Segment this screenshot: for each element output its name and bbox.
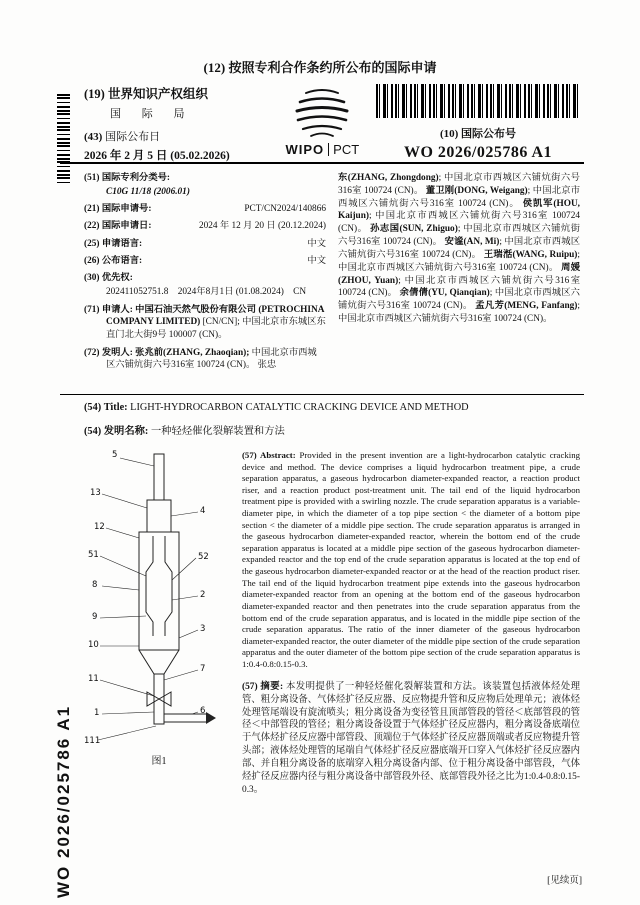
apparatus-drawing xyxy=(84,450,234,750)
pub-date-value: 2026 年 2 月 5 日 (05.02.2026) xyxy=(84,150,230,162)
figure-ref-number: 3 xyxy=(200,624,206,634)
continuation-note: [见续页] xyxy=(547,876,582,886)
figure-ref-number: 5 xyxy=(112,450,118,460)
vertical-publication-number: WO 2026/025786 A1 xyxy=(54,704,73,898)
field-ipc: (51) 国际专利分类号: C10G 11/18 (2006.01) xyxy=(84,172,326,199)
title-english: (54) Title: LIGHT-HYDROCARBON CATALYTIC CRACKING DEVICE AND METHOD xyxy=(84,402,469,413)
publication-barcode xyxy=(376,84,580,118)
figure-caption: 图1 xyxy=(151,756,167,767)
field-application-number: (21) 国际申请号: PCT/CN2024/140866 xyxy=(84,204,326,215)
figure-ref-number: 1 xyxy=(94,708,100,718)
applicant-address: [CN/CN]; 中国北京市东城区东直门北大街9号 100007 (CN)。 xyxy=(106,317,326,341)
body-section xyxy=(84,450,580,797)
figure-ref-number: 7 xyxy=(200,664,206,674)
filing-language: 中文 xyxy=(307,238,326,249)
header-divider xyxy=(60,162,584,164)
figure-ref-number: 10 xyxy=(88,640,99,650)
ipc-code: C10G 11/18 (2006.01) xyxy=(106,186,190,197)
inventors-continuation: 东(ZHANG, Zhongdong); 中国北京市西城区六铺炕街六号316室 100724 (CN)。 董卫刚(DONG, Weigang); 中国北京市西城区六铺炕街六号316室 100724 (CN)。 侯凯军(HOU, Kaijun); 中国北京市西城区六铺炕街六号316室 100724 (CN)。 孙志国(SUN, Zhiguo); 中国北京市西城区六铺炕街六号316室 100724 (CN)。 安谧(AN, Mi); 中国北京市西城区六铺炕街六号316室 100724 (CN)。 王瑞湉(WANG, Ruipu); 中国北京市西城区六铺炕街六号316室 100724 (CN)。 周媛(ZHOU, Yuan); 中国北京市西城区六铺炕街六号316室 100724 (CN)。 余倩倩(YU, Qianqian); 中国北京市西城区六铺炕街六号316室 100724 (CN)。 孟凡芳(MENG, Fanfang); 中国北京市西城区六铺炕街六号316室 100724 (CN)。 xyxy=(338,173,580,325)
field-applicant: (71) 申请人: 中国石油天然气股份有限公司 (PETROCHINA COMPANY LIMITED) [CN/CN]; 中国北京市东城区东直门北大街9号 100007 (CN)。 xyxy=(84,304,326,341)
figure-ref-number: 9 xyxy=(92,612,98,622)
org-bureau-line: 国 际 局 xyxy=(110,108,194,120)
figure-ref-number: 12 xyxy=(94,522,105,532)
wipo-logo-icon xyxy=(275,85,370,139)
figure-ref-number: 6 xyxy=(200,706,206,716)
pub-date-label: (43) 国际公布日 xyxy=(84,131,161,143)
wipo-pct-wordmark: WIPO PCT xyxy=(285,142,360,157)
figure-ref-number: 13 xyxy=(90,488,101,498)
publication-language: 中文 xyxy=(307,256,326,267)
biblio-left-column xyxy=(84,172,326,377)
figure-ref-number: 11 xyxy=(88,674,99,684)
header-right xyxy=(370,84,580,163)
title-chinese: (54) 发明名称: 一种轻烃催化裂解装置和方法 xyxy=(84,426,285,437)
inventor-name: 张兆前(ZHANG, Zhaoqian); xyxy=(135,347,250,358)
field-filing-language: (25) 申请语言: 中文 xyxy=(84,238,326,249)
header xyxy=(84,84,580,163)
section-divider xyxy=(60,394,584,395)
field-inventors: (72) 发明人: 张兆前(ZHANG, Zhaoqian); 中国北京市西城区六铺炕街六号316室 100724 (CN)。 张忠 xyxy=(84,347,317,371)
figure-ref-number: 111 xyxy=(84,736,101,746)
header-left xyxy=(84,84,275,163)
field-publication-language: (26) 公布语言: 中文 xyxy=(84,256,326,267)
figure-ref-number: 2 xyxy=(200,590,206,600)
abstract-chinese: (57) 摘要: 本发明提供了一种轻烃催化裂解装置和方法。该装置包括液体烃处理管、粗分离设备、气体烃扩径反应器、反应物提升管和反应物后处理单元；液体烃处理管尾端设有旋流喷头；粗分离设备为变径管且顶部管段的管径＜底部管段的管径＜中部管段的管径；粗分离设备设置于气体烃扩径反应器内，粗分离设备底端位于气体烃扩径反应器中部管段、顶端位于气体烃扩径反应器顶端或者反应物提升管头部；液体烃处理管的尾端自气体烃扩径反应器底端开口穿入气体烃扩径反应器内部、并自粗分离设备的底端穿入粗分离设备内部、位于粗分离设备中部管段，气体烃扩径反应器内径与粗分离设备中部管段外径、底部管段外径之比为1:0.4-0.8:0.15-0.3。 xyxy=(242,681,581,796)
field-filing-date: (22) 国际申请日: 2024 年 12 月 20 日 (20.12.2024) xyxy=(84,221,326,232)
publication-type-line: (12) 按照专利合作条约所公布的国际申请 xyxy=(203,60,437,75)
filing-date: 2024 年 12 月 20 日 (20.12.2024) xyxy=(198,221,326,232)
figure-ref-number: 8 xyxy=(92,580,98,590)
patent-figure xyxy=(84,450,236,797)
org-name-line: (19) 世界知识产权组织 xyxy=(84,87,208,101)
field-priority: (30) 优先权: 202411052751.8 2024年8月1日 (01.08.2024) CN xyxy=(84,272,326,299)
bibliographic-section xyxy=(84,172,580,377)
pub-number-value: WO 2026/025786 A1 xyxy=(403,144,553,161)
applicant-name: 中国石油天然气股份有限公司 (PETROCHINA COMPANY LIMITED) xyxy=(106,304,324,328)
pub-number-label: (10) 国际公布号 xyxy=(439,128,517,140)
title-section xyxy=(84,402,580,437)
biblio-right-column xyxy=(338,172,580,377)
abstracts-column xyxy=(236,450,580,797)
figure-ref-number: 52 xyxy=(198,552,209,562)
header-center xyxy=(275,84,370,163)
abstract-english: (57) Abstract: Provided in the present invention are a light-hydrocarbon catalytic cracking device and method. The device comprises a liquid hydrocarbon treatment pipe, a crude separation apparatus, a gaseous hydrocarbon diameter-expanded reactor, a reaction product riser, and a reaction product post-treatment unit. The tail end of the liquid hydrocarbon treatment pipe is provided with a swirling nozzle. The crude separation apparatus is a variable-diameter pipe, in which the diameter of a top pipe section < the diameter of a bottom pipe section < the diameter of a middle pipe section. The crude separation apparatus is arranged in the gaseous hydrocarbon diameter-expanded reactor, wherein the bottom end of the crude separation apparatus is located at a middle pipe section of the gaseous hydrocarbon diameter-expanded reactor and the top end of the crude separation apparatus is located at the top end of the gaseous hydrocarbon diameter-expanded reactor or at the head of the reaction product riser. The tail end of the liquid hydrocarbon treatment pipe extends into the gaseous hydrocarbon diameter-expanded reactor from an opening at the bottom end of the gaseous hydrocarbon diameter-expanded reactor and then penetrates into the crude separation apparatus from the bottom end of the crude separation apparatus, and is located in the middle pipe section of the crude separation apparatus. The ratio of the inner diameter of the gaseous hydrocarbon diameter-expanded reactor, the outer diameter of the middle pipe section of the crude separation apparatus and the outer diameter of the bottom pipe section of the crude separation apparatus is 1:0.4-0.8:0.15-0.3. xyxy=(242,450,581,669)
figure-ref-number: 4 xyxy=(200,506,206,516)
figure-ref-number: 51 xyxy=(88,550,99,560)
inventor-address: 中国北京市西城区六铺炕街六号316室 100724 (CN)。 张忠 xyxy=(106,347,317,371)
vertical-barcode xyxy=(57,94,70,184)
application-number: PCT/CN2024/140866 xyxy=(244,204,326,215)
priority-data: 202411052751.8 2024年8月1日 (01.08.2024) CN xyxy=(106,287,307,298)
wordmark-divider xyxy=(328,143,329,156)
